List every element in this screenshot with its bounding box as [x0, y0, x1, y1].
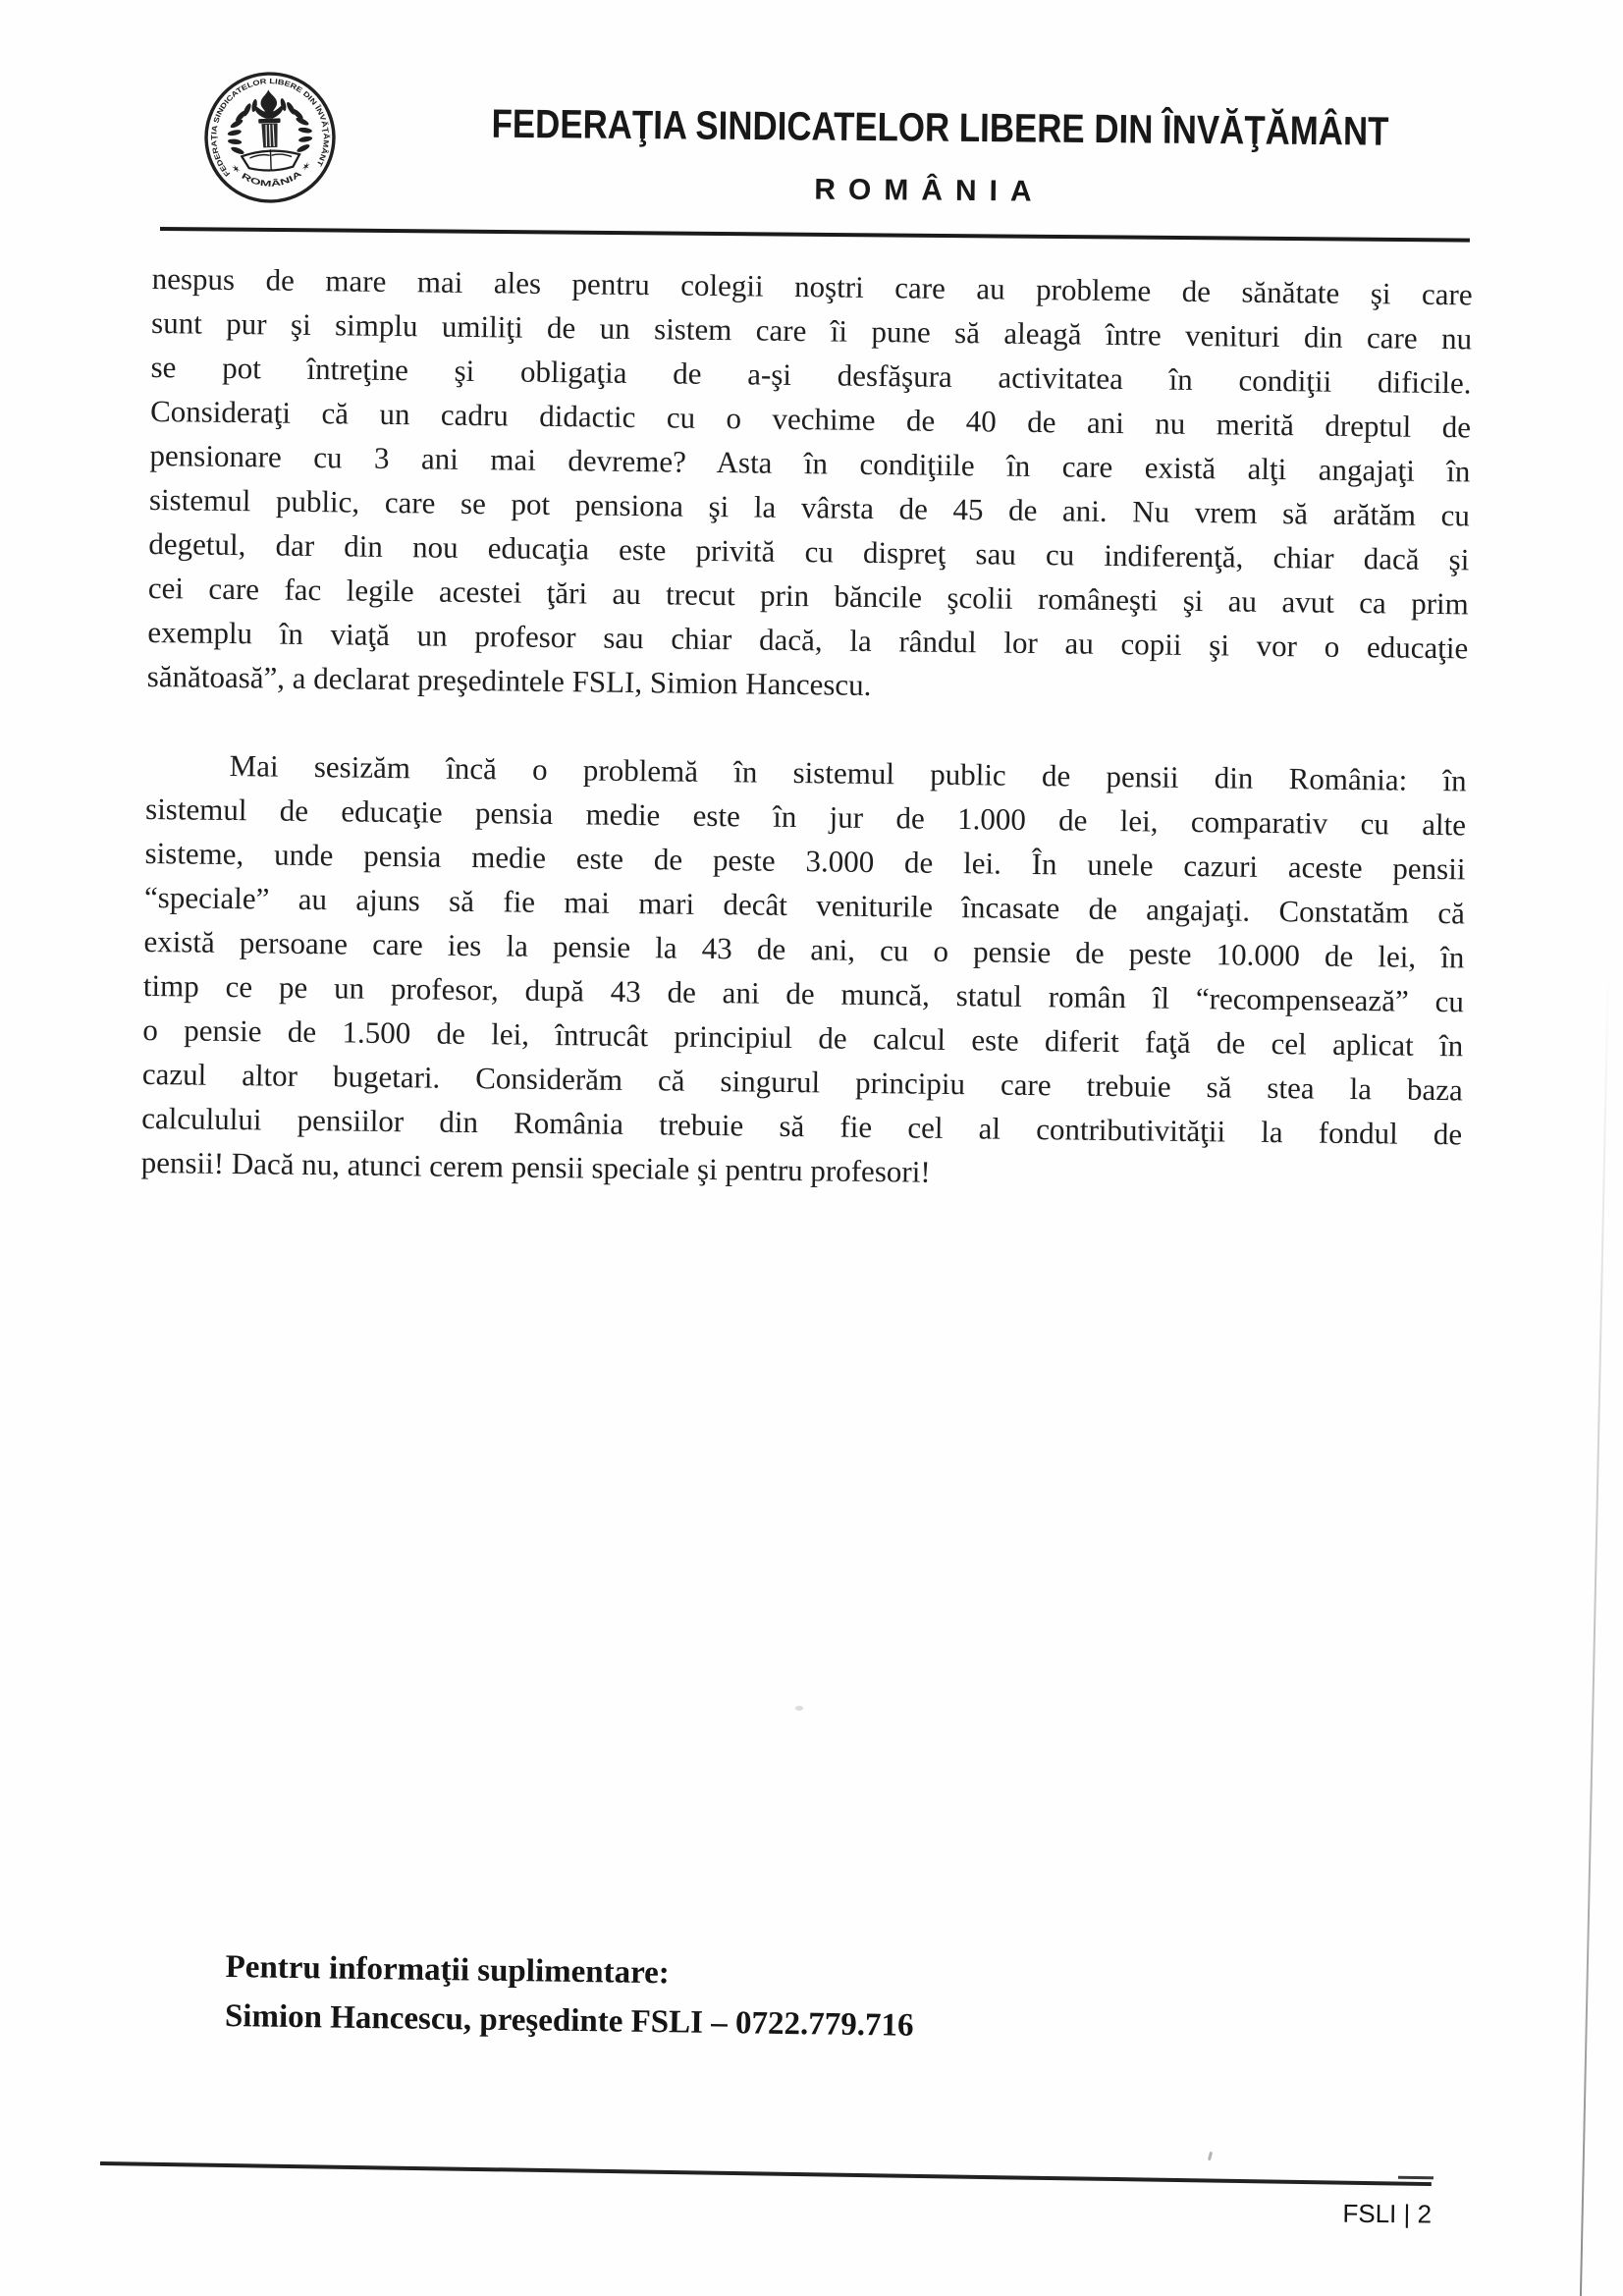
text-line: degetul, dar din nou educaţia este privită cu dispreţ sau cu indiferenţă, chiar dacă şi	[148, 525, 1470, 577]
org-name-text: FEDERAŢIA SINDICATELOR LIBERE DIN ÎNVĂŢĂMÂNT	[491, 100, 1389, 154]
page-number: FSLI | 2	[1342, 2198, 1433, 2229]
text-line: “speciale” au ajuns să fie mai mari decât veniturile încasate de angajaţi. Constatăm că	[143, 879, 1466, 931]
text-line: exemplu în viaţă un profesor sau chiar dacă, la rândul lor au copii şi vor o educaţie	[147, 614, 1469, 666]
org-name-heading	[412, 99, 1434, 155]
text-line: timp ce pe un profesor, după 43 de ani de muncă, statul român îl “recompensează” cu	[142, 967, 1465, 1019]
text-line: sunt pur şi simplu umiliţi de un sistem care îi pune să aleagă între venituri din care nu	[150, 304, 1473, 356]
footer-divider	[100, 2161, 1432, 2186]
scan-speck	[1208, 2152, 1213, 2160]
text-line: sistemul de educaţie pensia medie este în jur de 1.000 de lei, comparativ cu alte	[144, 791, 1467, 843]
text-line: sistemul public, care se pot pensiona şi la vârsta de 45 de ani. Nu vrem să arătăm cu	[148, 481, 1471, 533]
text-line: pensionare cu 3 ani mai devreme? Asta în condiţiile în care există alţi angajaţi în	[149, 437, 1471, 489]
text-line: Consideraţi că un cadru didactic cu o vechime de 40 de ani nu merită dreptul de	[149, 393, 1472, 445]
scan-speck	[795, 1706, 803, 1711]
text-line: cazul altor bugetari. Considerăm că singurul principiu care trebuie să stea la baza	[141, 1056, 1463, 1108]
text-line: pensii! Dacă nu, atunci cerem pensii speciale şi pentru profesori!	[140, 1144, 931, 1189]
seal-ring-text: FEDERAŢIA SINDICATELOR LIBERE DIN ÎNVĂŢĂMÂNT	[209, 76, 331, 179]
text-line: nespus de mare mai ales pentru colegii noştri care au probleme de sănătate şi care	[151, 260, 1473, 312]
text-line: există persoane care ies la pensie la 43 de ani, cu o pensie de peste 10.000 de lei, în	[143, 923, 1465, 975]
body-text	[140, 256, 1472, 1200]
seal-ring-text-bottom: ✶ ROMÂNIA ✶	[228, 161, 311, 189]
text-line: cei care fac legile acestei ţări au trecut prin băncile şcolii româneşti şi au avut ca prim	[147, 570, 1469, 622]
contact-details: Simion Hancescu, preşedinte FSLI – 0722.779.716	[224, 1997, 914, 2044]
fsli-seal-logo	[201, 69, 340, 207]
footer-divider-overlap	[1398, 2176, 1434, 2180]
text-line: calculului pensiilor din România trebuie să fie cel al contributivităţii la fondul de	[141, 1100, 1463, 1152]
paragraph	[147, 256, 1473, 714]
country-heading: ROMÂNIA	[814, 173, 1045, 208]
paragraph	[140, 742, 1466, 1200]
contact-block	[225, 1942, 1306, 2055]
torch-lip	[258, 118, 280, 123]
text-line: o pensie de 1.500 de lei, întrucât principiul de calcul este diferit faţă de cel aplicat în	[142, 1011, 1464, 1064]
text-line: se pot întreţine şi obligaţia de a-şi desfăşura activitatea în condiţii dificile.	[150, 349, 1472, 401]
torch-flame	[254, 89, 284, 119]
laurel-branch-right	[280, 97, 314, 155]
scan-edge-artifact	[1580, 969, 1609, 2296]
text-line: sisteme, unde pensia medie este de peste 3.000 de lei. În unele cazuri aceste pensii	[144, 835, 1466, 887]
laurel-branch-left	[226, 98, 260, 156]
header-divider	[160, 227, 1470, 243]
text-line: Mai sesizăm încă o problemă în sistemul public de pensii din România: în	[229, 748, 1467, 798]
text-line: sănătoasă”, a declarat preşedintele FSLI, Simion Hancescu.	[146, 658, 872, 702]
contact-heading: Pentru informaţii suplimentare:	[225, 1948, 671, 1992]
